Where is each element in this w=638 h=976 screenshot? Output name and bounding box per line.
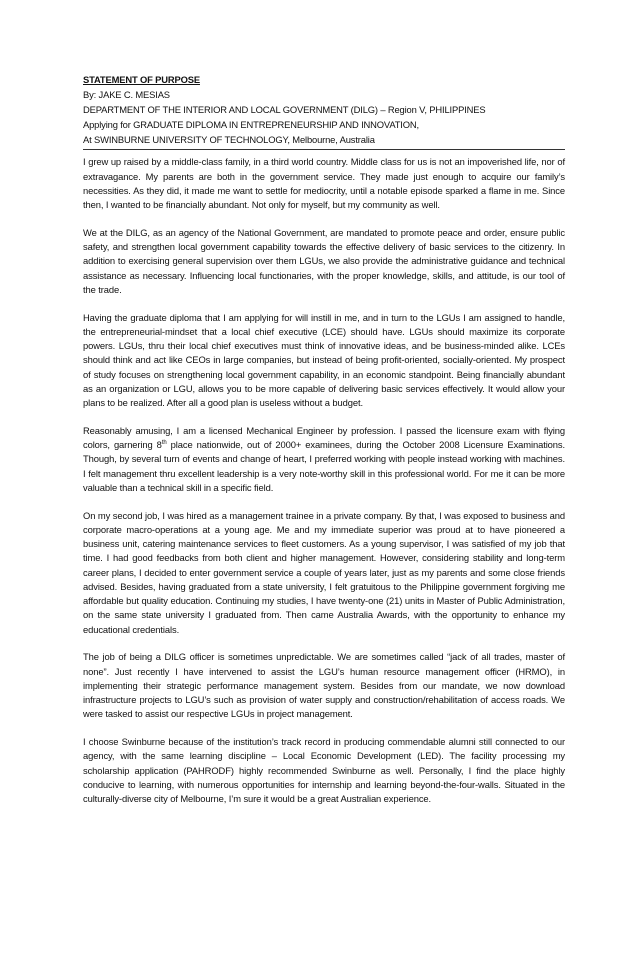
engineering-text-start: Reasonably amusing, I am a licensed Mechanical Engineer by profession. I passed the licensure exam with flying colors, garnering 8 (83, 424, 565, 451)
document-header (83, 72, 565, 147)
document-content (83, 72, 565, 820)
paragraph-dilg-mandate: We at the DILG, as an agency of the National Government, are mandated to promote peace and order, ensure public safety, and strengthen local government capability towards the effective delivery of basic services to the citizenry. In addition to exercising general supervision over them LGUs, we also provide the administrative guidance and technical assistance as necessary. Influencing local functionaries, with the proper knowledge, skills, and attitude, is our tool of the trade. (83, 226, 565, 295)
paragraph-swinburne: I choose Swinburne because of the institution’s track record in producing commendable alumni still connected to our agency, with the same learning discipline – Local Economic Development (LED). The facility processing my scholarship application (PAHRODF) highly recommended Swinburne as well. Personally, I find the place highly conducive to learning, with numerous opportunities for internship and learning beyond-the-four-walls. Situated in the culturally-diverse city of Melbourne, I’m sure it would be a great Australian experience. (83, 736, 565, 805)
paragraph-engineering (83, 424, 565, 495)
paragraph-career: On my second job, I was hired as a management trainee in a private company. By that, I was exposed to business and corporate macro-operations at a young age. Me and my immediate superior was proud at to have pioneered a business unit, catering maintenance services to fleet customers. As a young supervisor, I was satisfied of my job that time. I had good feedbacks from both client and higher management. However, considering stability and long-term career plans, I decided to enter government service a couple of years later, just as my parents and some close friends advised. Besides, having graduated from a state university, I felt gratuitous to the Philippine government forgiving me affordable but quality education. Continuing my studies, I have twenty-one (21) units in Master of Public Administration, on the same state university I graduated from. Then came Australia Awards, with the opportunity to enhance my educational credentials. (83, 509, 565, 635)
paragraph-dilg-officer: The job of being a DILG officer is sometimes unpredictable. We are sometimes called “jack of all trades, master of none”. Just recently I have intervened to assist the LGU’s human resource management officer (HRMO), in implementing their strategic performance management system. Besides from our mandate, we now download infrastructure projects to LGU’s such as provision of water supply and construction/rehabilitation of access roads. We were tasked to assist our respective LGUs in project management. (83, 651, 565, 720)
paragraph-upbringing: I grew up raised by a middle-class family, in a third world country. Middle class for us is not an impoverished life, nor of extravagance. My parents are both in the government service. They made just enough to acquire our family’s necessities. As they did, it made me want to settle for mediocrity, until a notable episode sparked a flame in me. Since then, I wanted to be financially abundant. Not only for myself, but my community as well. (83, 156, 565, 211)
paragraph-graduate-diploma: Having the graduate diploma that I am applying for will instill in me, and in turn to the LGUs I am assigned to handle, the entrepreneurial-mindset that a local chief executive (LCE) should have. LGUs should maximize its corporate powers. LGUs, thru their local chief executives must think of innovative ideas, and be business-minded alike. LCEs should think and act like CEOs in large companies, but instead of being profit-oriented, socially-oriented. My prospect of study focuses on strengthening local government capability, in an economic standpoint. Being financially abundant as an organization or LGU, allows you to be more capable of delivering basic services effectively. It would allow your plans to be realized. After all a good plan is useless without a budget. (83, 311, 565, 409)
department-line: DEPARTMENT OF THE INTERIOR AND LOCAL GOVERNMENT (DILG) – Region V, PHILIPPINES (83, 104, 486, 116)
ordinal-suffix: th (161, 440, 167, 447)
header-divider (83, 149, 565, 150)
document-title: STATEMENT OF PURPOSE (83, 74, 200, 85)
university-line: At SWINBURNE UNIVERSITY OF TECHNOLOGY, Melbourne, Australia (83, 134, 375, 146)
engineering-text-end: place nationwide, out of 2000+ examinees, during the October 2008 Licensure Examinations. Though, by several turn of events and change of heart, I preferred working with people instead working with machines. I felt management thru excellent leadership is a very note-worthy skill in this professional world. For me it can be more valuable than a technical skill in a specific field. (83, 439, 565, 493)
author-line: By: JAKE C. MESIAS (83, 89, 170, 101)
applying-line: Applying for GRADUATE DIPLOMA IN ENTREPRENEURSHIP AND INNOVATION, (83, 119, 419, 131)
